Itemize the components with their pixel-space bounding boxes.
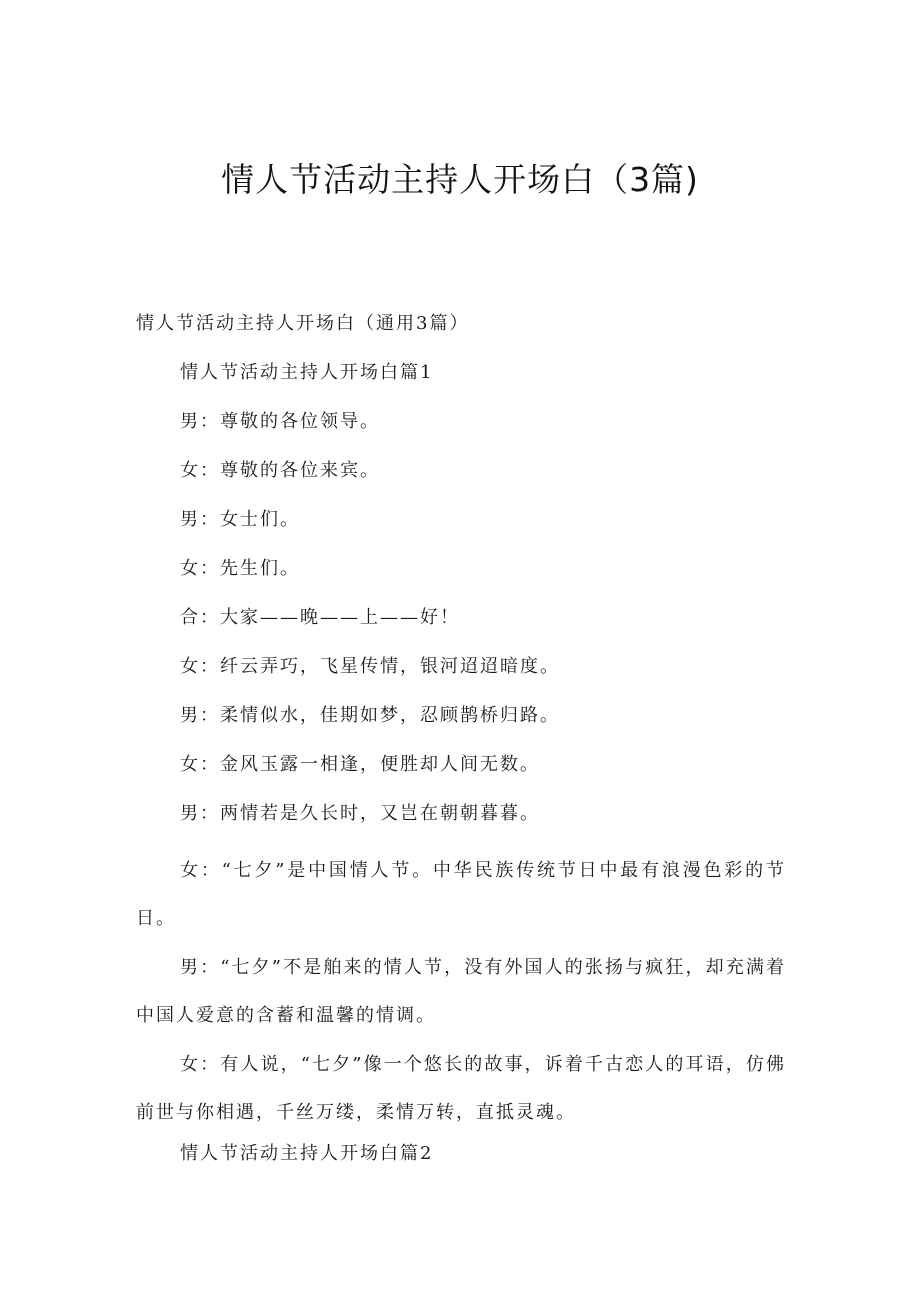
dialogue-line: 女：纤云弄巧，飞星传情，银河迢迢暗度。 — [180, 656, 560, 677]
dialogue-line: 女：先生们。 — [180, 558, 300, 579]
dialogue-line: 男：柔情似水，佳期如梦，忍顾鹊桥归路。 — [180, 705, 560, 726]
section-heading-2: 情人节活动主持人开场白篇2 — [180, 1143, 434, 1164]
section-heading-1: 情人节活动主持人开场白篇1 — [180, 362, 434, 383]
document-body — [136, 308, 786, 1187]
subtitle-paragraph: 情人节活动主持人开场白（通用3篇） — [136, 313, 470, 334]
document-title: 情人节活动主持人开场白（3篇) — [221, 160, 699, 199]
dialogue-line: 女：“七夕”是中国情人节。中华民族传统节日中最有浪漫色彩的节日。 — [136, 860, 786, 929]
dialogue-line: 男：女士们。 — [180, 509, 300, 530]
dialogue-line: 女：有人说，“七夕”像一个悠长的故事，诉着千古恋人的耳语，仿佛前世与你相遇，千丝万缕，柔情万转，直抵灵魂。 — [136, 1054, 786, 1123]
dialogue-line: 男：“七夕”不是舶来的情人节，没有外国人的张扬与疯狂，却充满着中国人爱意的含蓄和温馨的情调。 — [136, 957, 786, 1026]
dialogue-line: 男：两情若是久长时，又岂在朝朝暮暮。 — [180, 803, 540, 824]
dialogue-line: 女：金风玉露一相逢，便胜却人间无数。 — [180, 754, 540, 775]
dialogue-line: 男：尊敬的各位领导。 — [180, 411, 380, 432]
dialogue-line: 女：尊敬的各位来宾。 — [180, 460, 380, 481]
dialogue-line: 合：大家——晚——上——好！ — [180, 607, 460, 628]
